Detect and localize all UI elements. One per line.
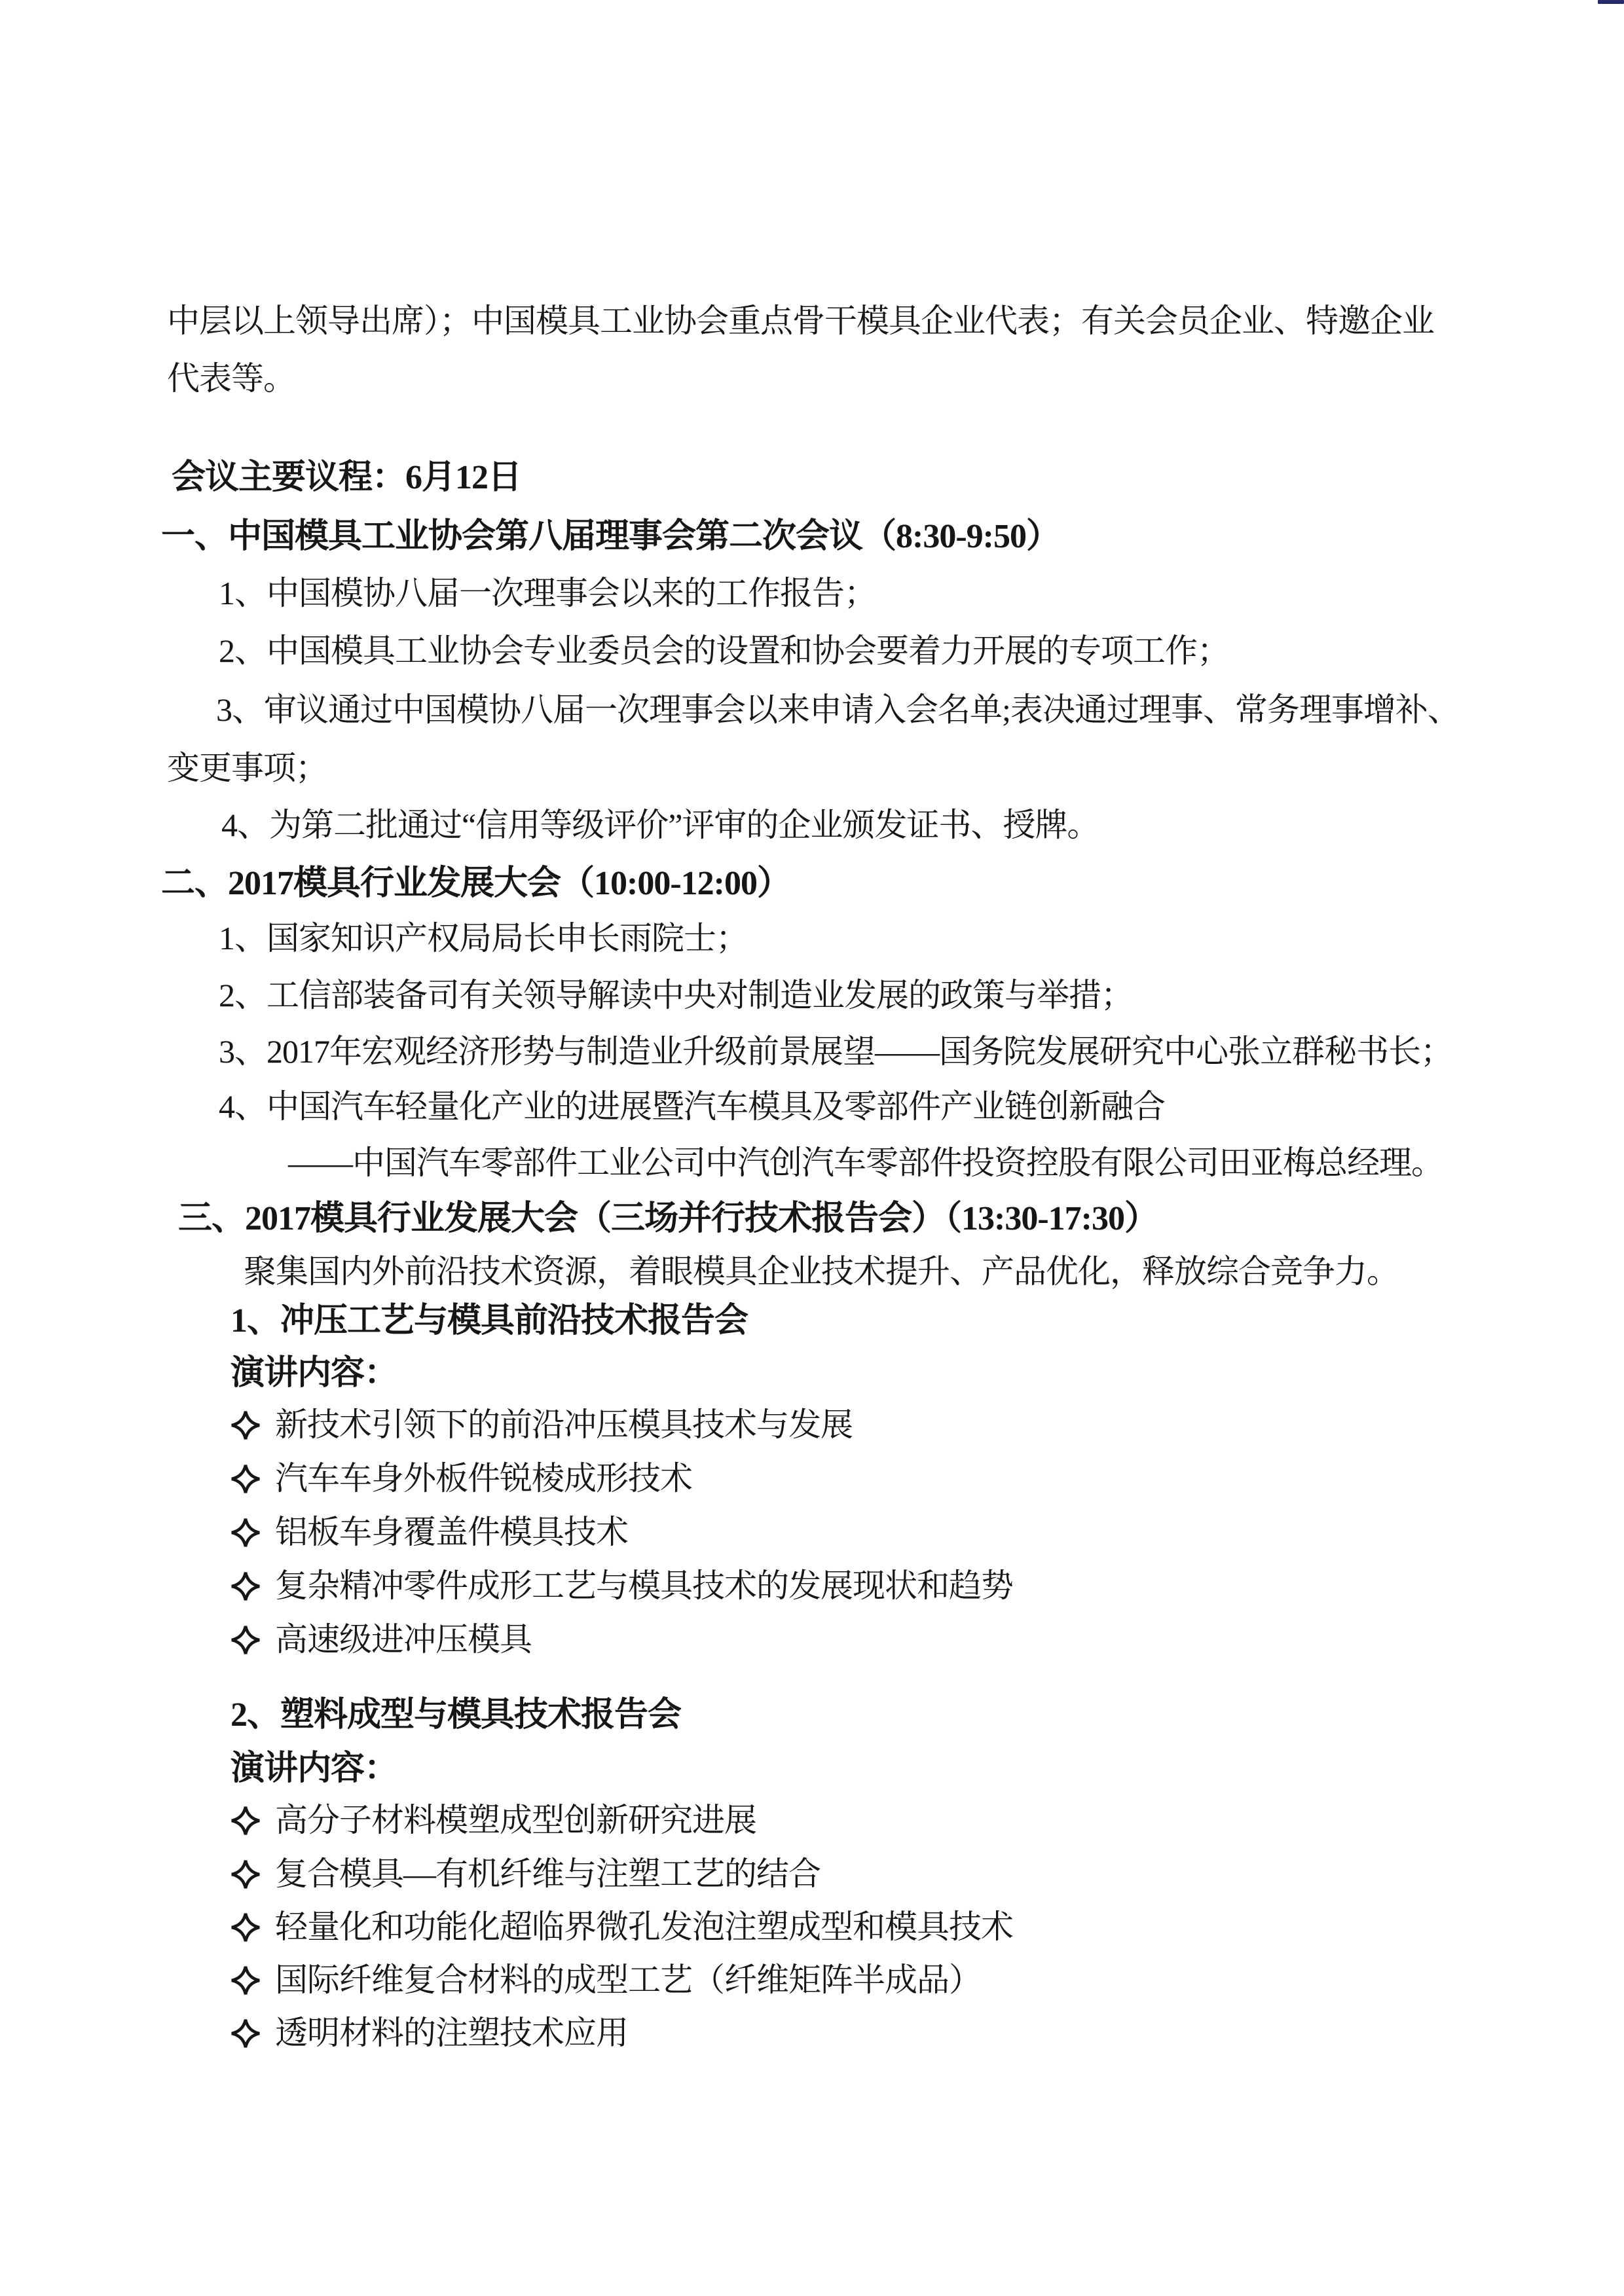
section-2-item-1: 1、国家知识产权局局长申长雨院士； [219,920,748,957]
section-2-item-4-speaker: ——中国汽车零部件工业公司中汽创汽车零部件投资控股有限公司田亚梅总经理。 [288,1144,1443,1181]
bullet-item [231,1621,532,1659]
bullet-item-label: 高速级进冲压模具 [275,1621,532,1658]
bullet-item [231,1460,692,1498]
bullet-item-label: 高分子材料模塑成型创新研究进展 [275,1802,756,1838]
diamond-bullet-icon [231,1965,261,1995]
bullet-item [231,1567,1013,1605]
bullet-item-label: 铝板车身覆盖件模具技术 [275,1514,628,1550]
bullet-item [231,1855,821,1893]
diamond-bullet-icon [231,1806,261,1836]
intro-line-2: 代表等。 [167,360,295,397]
diamond-bullet-icon [231,1410,261,1440]
bullet-item-label: 新技术引领下的前沿冲压模具技术与发展 [275,1406,853,1443]
subsection-2-title: 2、塑料成型与模具技术报告会 [231,1696,682,1734]
subsection-1-title: 1、冲压工艺与模具前沿技术报告会 [231,1302,748,1339]
section-1-item-3-wrap: 变更事项； [167,750,327,786]
section-2-title: 二、2017模具行业发展大会（10:00-12:00） [161,865,790,902]
bullet-item [231,1406,853,1444]
section-1-item-2: 2、中国模具工业协会专业委员会的设置和协会要着力开展的专项工作； [219,632,1229,669]
bullet-item [231,1908,1013,1946]
bullet-item-label: 汽车车身外板件锐棱成形技术 [275,1460,692,1497]
bullet-item [231,1802,756,1840]
section-3-intro: 聚集国内外前沿技术资源，着眼模具企业技术提升、产品优化，释放综合竞争力。 [244,1253,1399,1290]
diamond-bullet-icon [231,1859,261,1889]
bullet-item-label: 复合模具—有机纤维与注塑工艺的结合 [275,1855,821,1892]
diamond-bullet-icon [231,1518,261,1548]
section-2-item-4: 4、中国汽车轻量化产业的进展暨汽车模具及零部件产业链创新融合 [219,1088,1165,1125]
diamond-bullet-icon [231,1912,261,1942]
diamond-bullet-icon [231,1625,261,1655]
bullet-item [231,1961,981,1999]
diamond-bullet-icon [231,1464,261,1494]
section-2-item-3: 3、2017年宏观经济形势与制造业升级前景展望——国务院发展研究中心张立群秘书长； [219,1033,1452,1070]
intro-line-1: 中层以上领导出席）；中国模具工业协会重点骨干模具企业代表；有关会员企业、特邀企业 [167,302,1434,339]
bullet-item-label: 轻量化和功能化超临界微孔发泡注塑成型和模具技术 [275,1908,1013,1945]
section-1-item-4: 4、为第二批通过“信用等级评价”评审的企业颁发证书、授牌。 [221,807,1099,843]
bullet-item-label: 复杂精冲零件成形工艺与模具技术的发展现状和趋势 [275,1567,1013,1604]
bullet-item [231,2014,628,2052]
section-1-item-1: 1、中国模协八届一次理事会以来的工作报告； [219,575,876,611]
section-3-title: 三、2017模具行业发展大会（三场并行技术报告会）（13:30-17:30） [178,1200,1158,1237]
diamond-bullet-icon [231,1571,261,1601]
bullet-item [231,1514,628,1552]
bullet-item-label: 国际纤维复合材料的成型工艺（纤维矩阵半成品） [275,1961,981,1998]
diamond-bullet-icon [231,2018,261,2049]
section-1-item-3: 3、审议通过中国模协八届一次理事会以来申请入会名单;表决通过理事、常务理事增补、 [216,691,1460,728]
section-1-title: 一、中国模具工业协会第八届理事会第二次会议（8:30-9:50） [161,518,1060,555]
bullet-item-label: 透明材料的注塑技术应用 [275,2014,628,2051]
scan-corner-mark [1598,0,1624,4]
subsection-2-label: 演讲内容： [231,1750,398,1787]
section-2-item-2: 2、工信部装备司有关领导解读中央对制造业发展的政策与举措； [219,977,1133,1013]
agenda-heading: 会议主要议程：6月12日 [172,459,522,496]
subsection-1-label: 演讲内容： [231,1355,398,1392]
